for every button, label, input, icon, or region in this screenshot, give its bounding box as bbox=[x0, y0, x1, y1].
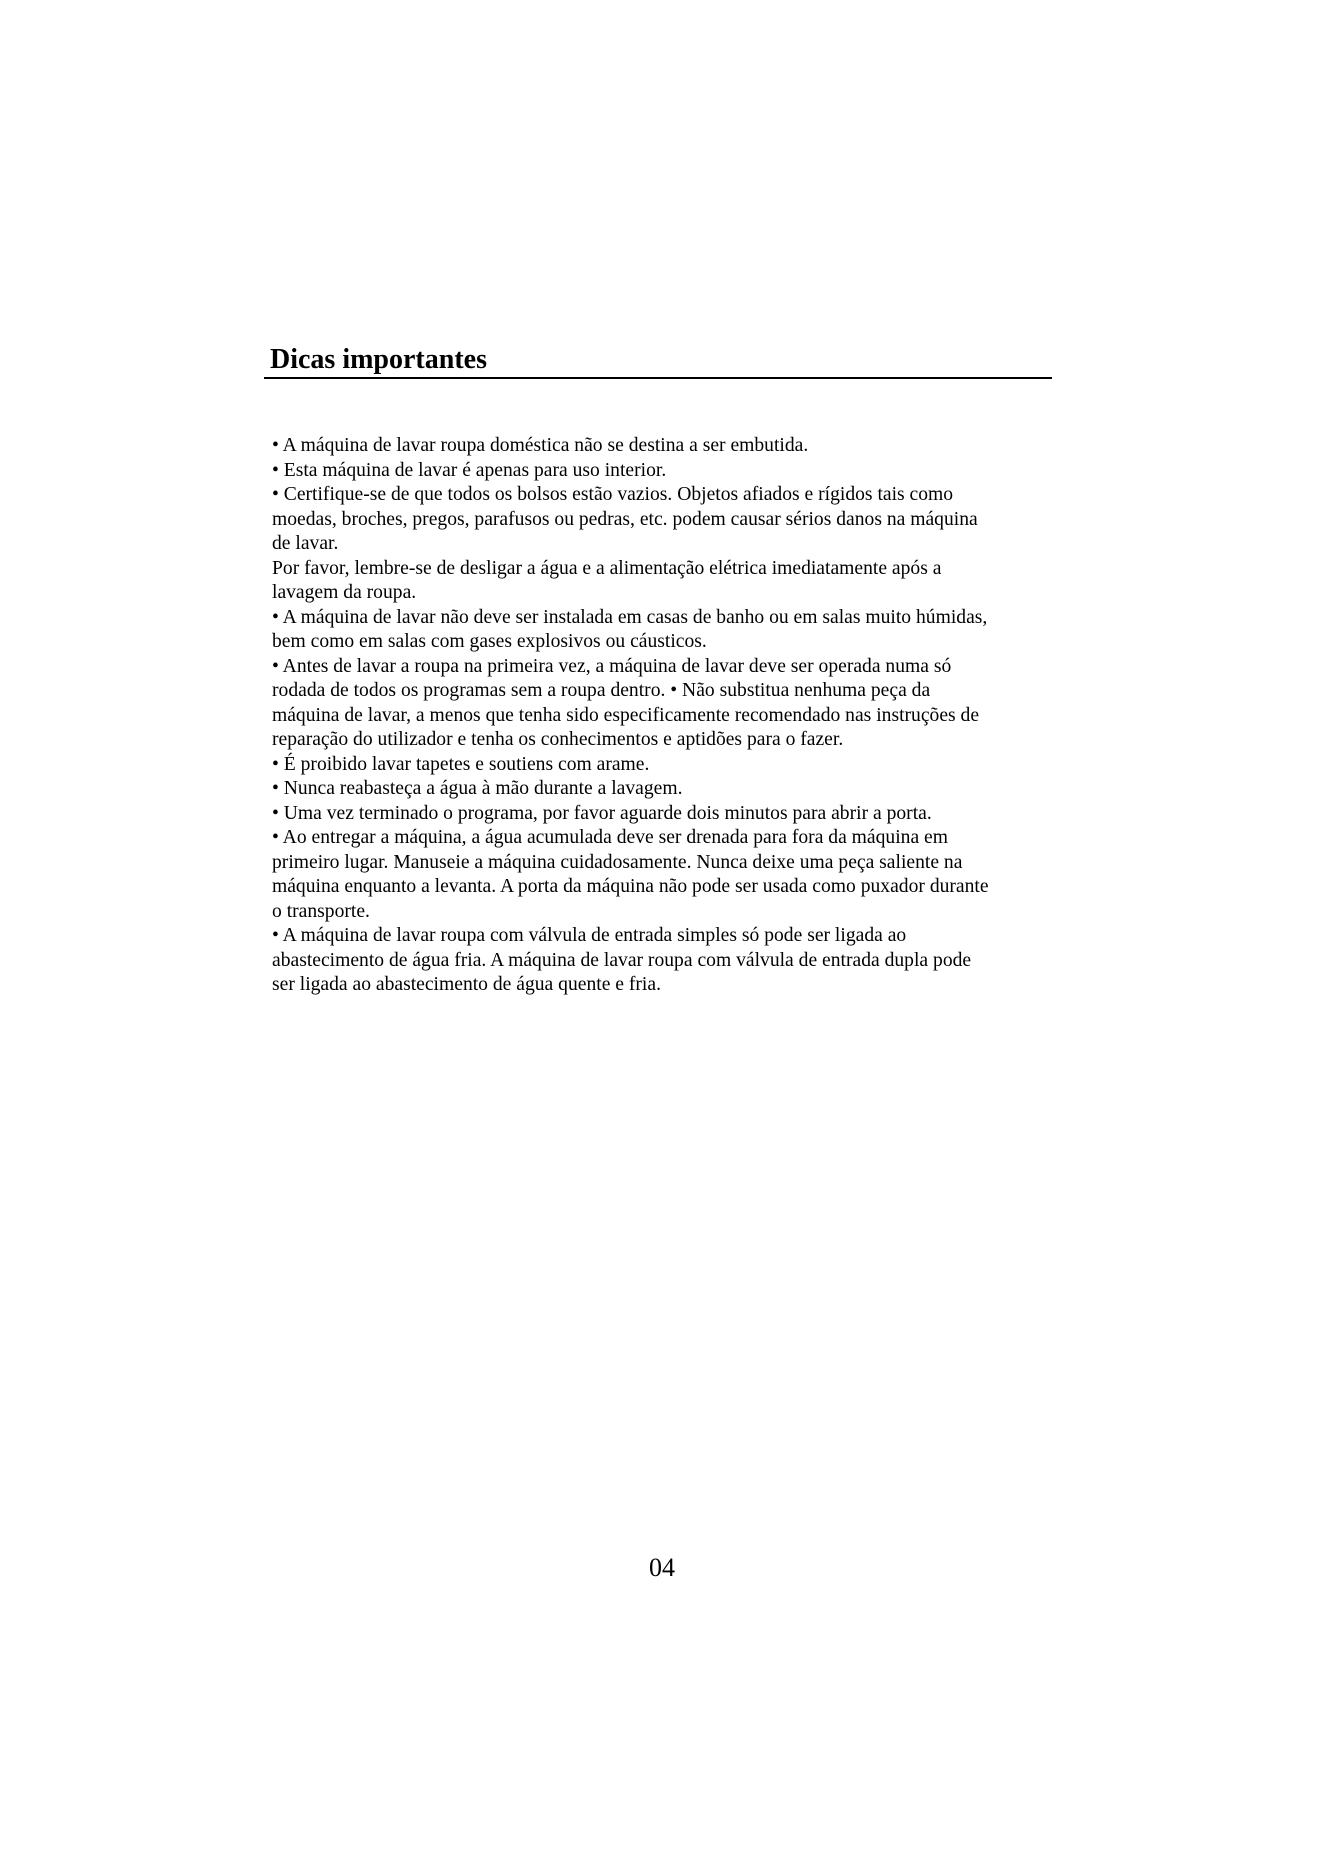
section-title: Dicas importantes bbox=[270, 344, 487, 375]
text-line: máquina enquanto a levanta. A porta da máquina não pode ser usada como puxador durante bbox=[272, 876, 989, 897]
text-line: • Nunca reabasteça a água à mão durante a lavagem. bbox=[272, 778, 683, 799]
text-line: máquina de lavar, a menos que tenha sido especificamente recomendado nas instruções de bbox=[272, 704, 980, 726]
text-line: primeiro lugar. Manuseie a máquina cuidadosamente. Nunca deixe uma peça saliente na bbox=[272, 851, 963, 873]
text-line: • É proibido lavar tapetes e soutiens com arame. bbox=[272, 753, 650, 775]
text-line: rodada de todos os programas sem a roupa dentro. • Não substitua nenhuma peça da bbox=[272, 680, 931, 701]
text-line: • A máquina de lavar não deve ser instalada em casas de banho ou em salas muito húmidas, bbox=[272, 606, 988, 628]
text-line: • Certifique-se de que todos os bolsos estão vazios. Objetos afiados e rígidos tais como bbox=[272, 484, 954, 505]
text-line: de lavar. bbox=[272, 533, 339, 554]
text-line: reparação do utilizador e tenha os conhecimentos e aptidões para o fazer. bbox=[272, 729, 844, 750]
text-line: Por favor, lembre-se de desligar a água e a alimentação elétrica imediatamente após a bbox=[272, 557, 942, 579]
text-line: ser ligada ao abastecimento de água quente e fria. bbox=[272, 974, 661, 995]
text-line: o transporte. bbox=[272, 900, 370, 922]
text-line: abastecimento de água fria. A máquina de lavar roupa com válvula de entrada dupla pode bbox=[272, 949, 972, 971]
tips-body bbox=[272, 434, 1062, 998]
title-underline bbox=[264, 377, 1052, 379]
text-line: • Antes de lavar a roupa na primeira vez, a máquina de lavar deve ser operada numa só bbox=[272, 655, 952, 677]
text-line: bem como em salas com gases explosivos ou cáusticos. bbox=[272, 631, 707, 652]
text-line: • Ao entregar a máquina, a água acumulada deve ser drenada para fora da máquina em bbox=[272, 827, 948, 848]
page-number: 04 bbox=[649, 1553, 675, 1582]
text-line: • Esta máquina de lavar é apenas para uso interior. bbox=[272, 459, 667, 481]
text-line: • A máquina de lavar roupa com válvula de entrada simples só pode ser ligada ao bbox=[272, 925, 907, 946]
text-line: moedas, broches, pregos, parafusos ou pedras, etc. podem causar sérios danos na máquina bbox=[272, 508, 978, 530]
text-line: • A máquina de lavar roupa doméstica não se destina a ser embutida. bbox=[272, 435, 809, 456]
text-line: • Uma vez terminado o programa, por favor aguarde dois minutos para abrir a porta. bbox=[272, 802, 932, 824]
text-line: lavagem da roupa. bbox=[272, 582, 417, 603]
